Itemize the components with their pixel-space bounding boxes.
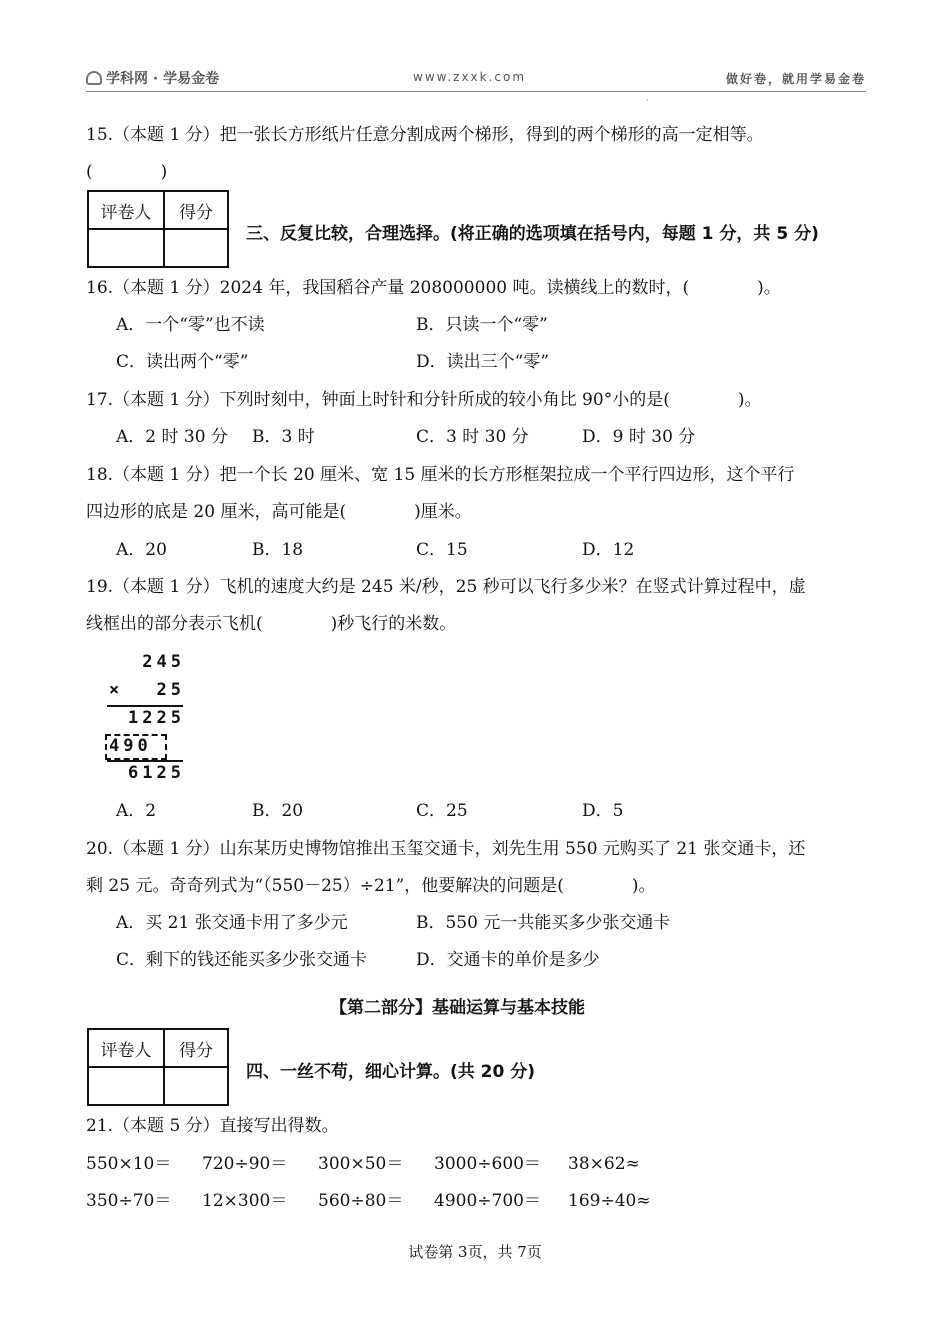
score-cell[interactable] — [164, 229, 228, 267]
grader-label: 评卷人 — [88, 191, 164, 229]
q15-answer-blank[interactable]: ( ) — [86, 162, 168, 182]
calc-item[interactable]: 12×300＝ — [202, 1191, 288, 1211]
page-footer: 试卷第 3页，共 7页 — [408, 1243, 542, 1261]
q17-text: 17.（本题 1 分）下列时刻中，钟面上时针和分针所成的较小角比 90°小的是( )。 — [86, 390, 762, 410]
q16-option-b[interactable]: B．只读一个“零” — [416, 315, 548, 335]
calc-item[interactable]: 3000÷600＝ — [434, 1154, 541, 1174]
grader-cell-2[interactable] — [88, 1067, 164, 1105]
header-divider — [86, 91, 866, 92]
score-label-2: 得分 — [164, 1029, 228, 1067]
q19-option-b[interactable]: B．20 — [252, 801, 304, 821]
q18-option-b[interactable]: B．18 — [252, 540, 304, 560]
calc-rule-2 — [107, 760, 183, 762]
q16-text: 16.（本题 1 分）2024 年，我国稻谷产量 208000000 吨。读横线上的数时，( )。 — [86, 278, 781, 298]
q17-option-d[interactable]: D．9 时 30 分 — [582, 427, 696, 447]
grader-label-2: 评卷人 — [88, 1029, 164, 1067]
q18-option-c[interactable]: C．15 — [416, 540, 468, 560]
vertical-multiplication — [103, 650, 193, 785]
q21-text: 21.（本题 5 分）直接写出得数。 — [86, 1116, 339, 1136]
logo-text: 学科网 · 学易金卷 — [106, 71, 220, 87]
q18-option-a[interactable]: A．20 — [116, 540, 167, 560]
score-table-2 — [87, 1028, 229, 1106]
section-4-title: 四、一丝不苟，细心计算。(共 20 分) — [246, 1062, 536, 1082]
calc-item[interactable]: 550×10＝ — [86, 1154, 172, 1174]
q18-text-line1: 18.（本题 1 分）把一个长 20 厘米、宽 15 厘米的长方形框架拉成一个平行四边形，这个平行 — [86, 465, 795, 485]
q16-option-d[interactable]: D．读出三个“零” — [416, 352, 550, 372]
section-3-title: 三、反复比较，合理选择。(将正确的选项填在括号内，每题 1 分，共 5 分) — [246, 224, 819, 244]
q20-option-b[interactable]: B．550 元一共能买多少张交通卡 — [416, 913, 671, 933]
q18-text-line2: 四边形的底是 20 厘米，高可能是( )厘米。 — [86, 502, 472, 522]
calc-partial-1: 1225 — [128, 708, 185, 728]
q16-option-c[interactable]: C．读出两个“零” — [116, 352, 249, 372]
q20-option-d[interactable]: D．交通卡的单价是多少 — [416, 950, 600, 970]
calc-item[interactable]: 4900÷700＝ — [434, 1191, 541, 1211]
stray-dot: · — [646, 96, 649, 105]
score-cell-2[interactable] — [164, 1067, 228, 1105]
calc-rule-1 — [107, 705, 183, 707]
q20-text-line2: 剩 25 元。奇奇列式为“（550－25）÷21”，他要解决的问题是( )。 — [86, 876, 656, 896]
q17-option-c[interactable]: C．3 时 30 分 — [416, 427, 529, 447]
calc-item[interactable]: 560÷80＝ — [318, 1191, 404, 1211]
q17-option-b[interactable]: B．3 时 — [252, 427, 315, 447]
calc-product: 6125 — [128, 763, 185, 783]
score-table — [87, 190, 229, 268]
q19-text-line2: 线框出的部分表示飞机( )秒飞行的米数。 — [86, 614, 457, 634]
q19-option-c[interactable]: C．25 — [416, 801, 468, 821]
q17-option-a[interactable]: A．2 时 30 分 — [116, 427, 228, 447]
score-label: 得分 — [164, 191, 228, 229]
calc-item[interactable]: 720÷90＝ — [202, 1154, 288, 1174]
q15-text: 15.（本题 1 分）把一张长方形纸片任意分割成两个梯形，得到的两个梯形的高一定相等。 — [86, 125, 764, 145]
site-url: www.zxxk.com — [413, 70, 527, 84]
header-slogan: 做好卷，就用学易金卷 — [725, 72, 866, 86]
q19-option-d[interactable]: D．5 — [582, 801, 624, 821]
calc-item[interactable]: 169÷40≈ — [568, 1191, 651, 1211]
calc-multiplicand: 245 — [142, 652, 185, 672]
calc-item[interactable]: 300×50＝ — [318, 1154, 404, 1174]
brand-logo — [86, 68, 219, 88]
logo-icon — [86, 71, 102, 85]
calc-item[interactable]: 38×62≈ — [568, 1154, 640, 1174]
page-header — [86, 68, 866, 92]
q18-option-d[interactable]: D．12 — [582, 540, 635, 560]
q20-text-line1: 20.（本题 1 分）山东某历史博物馆推出玉玺交通卡，刘先生用 550 元购买了 21 张交通卡，还 — [86, 839, 806, 859]
calc-item[interactable]: 350÷70＝ — [86, 1191, 172, 1211]
calc-partial-2: 490 — [109, 736, 152, 756]
calc-multiplier: 25 — [156, 680, 185, 700]
q19-text-line1: 19.（本题 1 分）飞机的速度大约是 245 米/秒，25 秒可以飞行多少米？在竖式计算过程中，虚 — [86, 577, 806, 597]
q20-option-c[interactable]: C．剩下的钱还能买多少张交通卡 — [116, 950, 368, 970]
part-2-title: 【第二部分】基础运算与基本技能 — [330, 998, 585, 1018]
q16-option-a[interactable]: A．一个“零”也不读 — [116, 315, 265, 335]
q20-option-a[interactable]: A．买 21 张交通卡用了多少元 — [116, 913, 348, 933]
grader-cell[interactable] — [88, 229, 164, 267]
calc-multiply-sign: × — [109, 680, 120, 700]
q19-option-a[interactable]: A．2 — [116, 801, 157, 821]
